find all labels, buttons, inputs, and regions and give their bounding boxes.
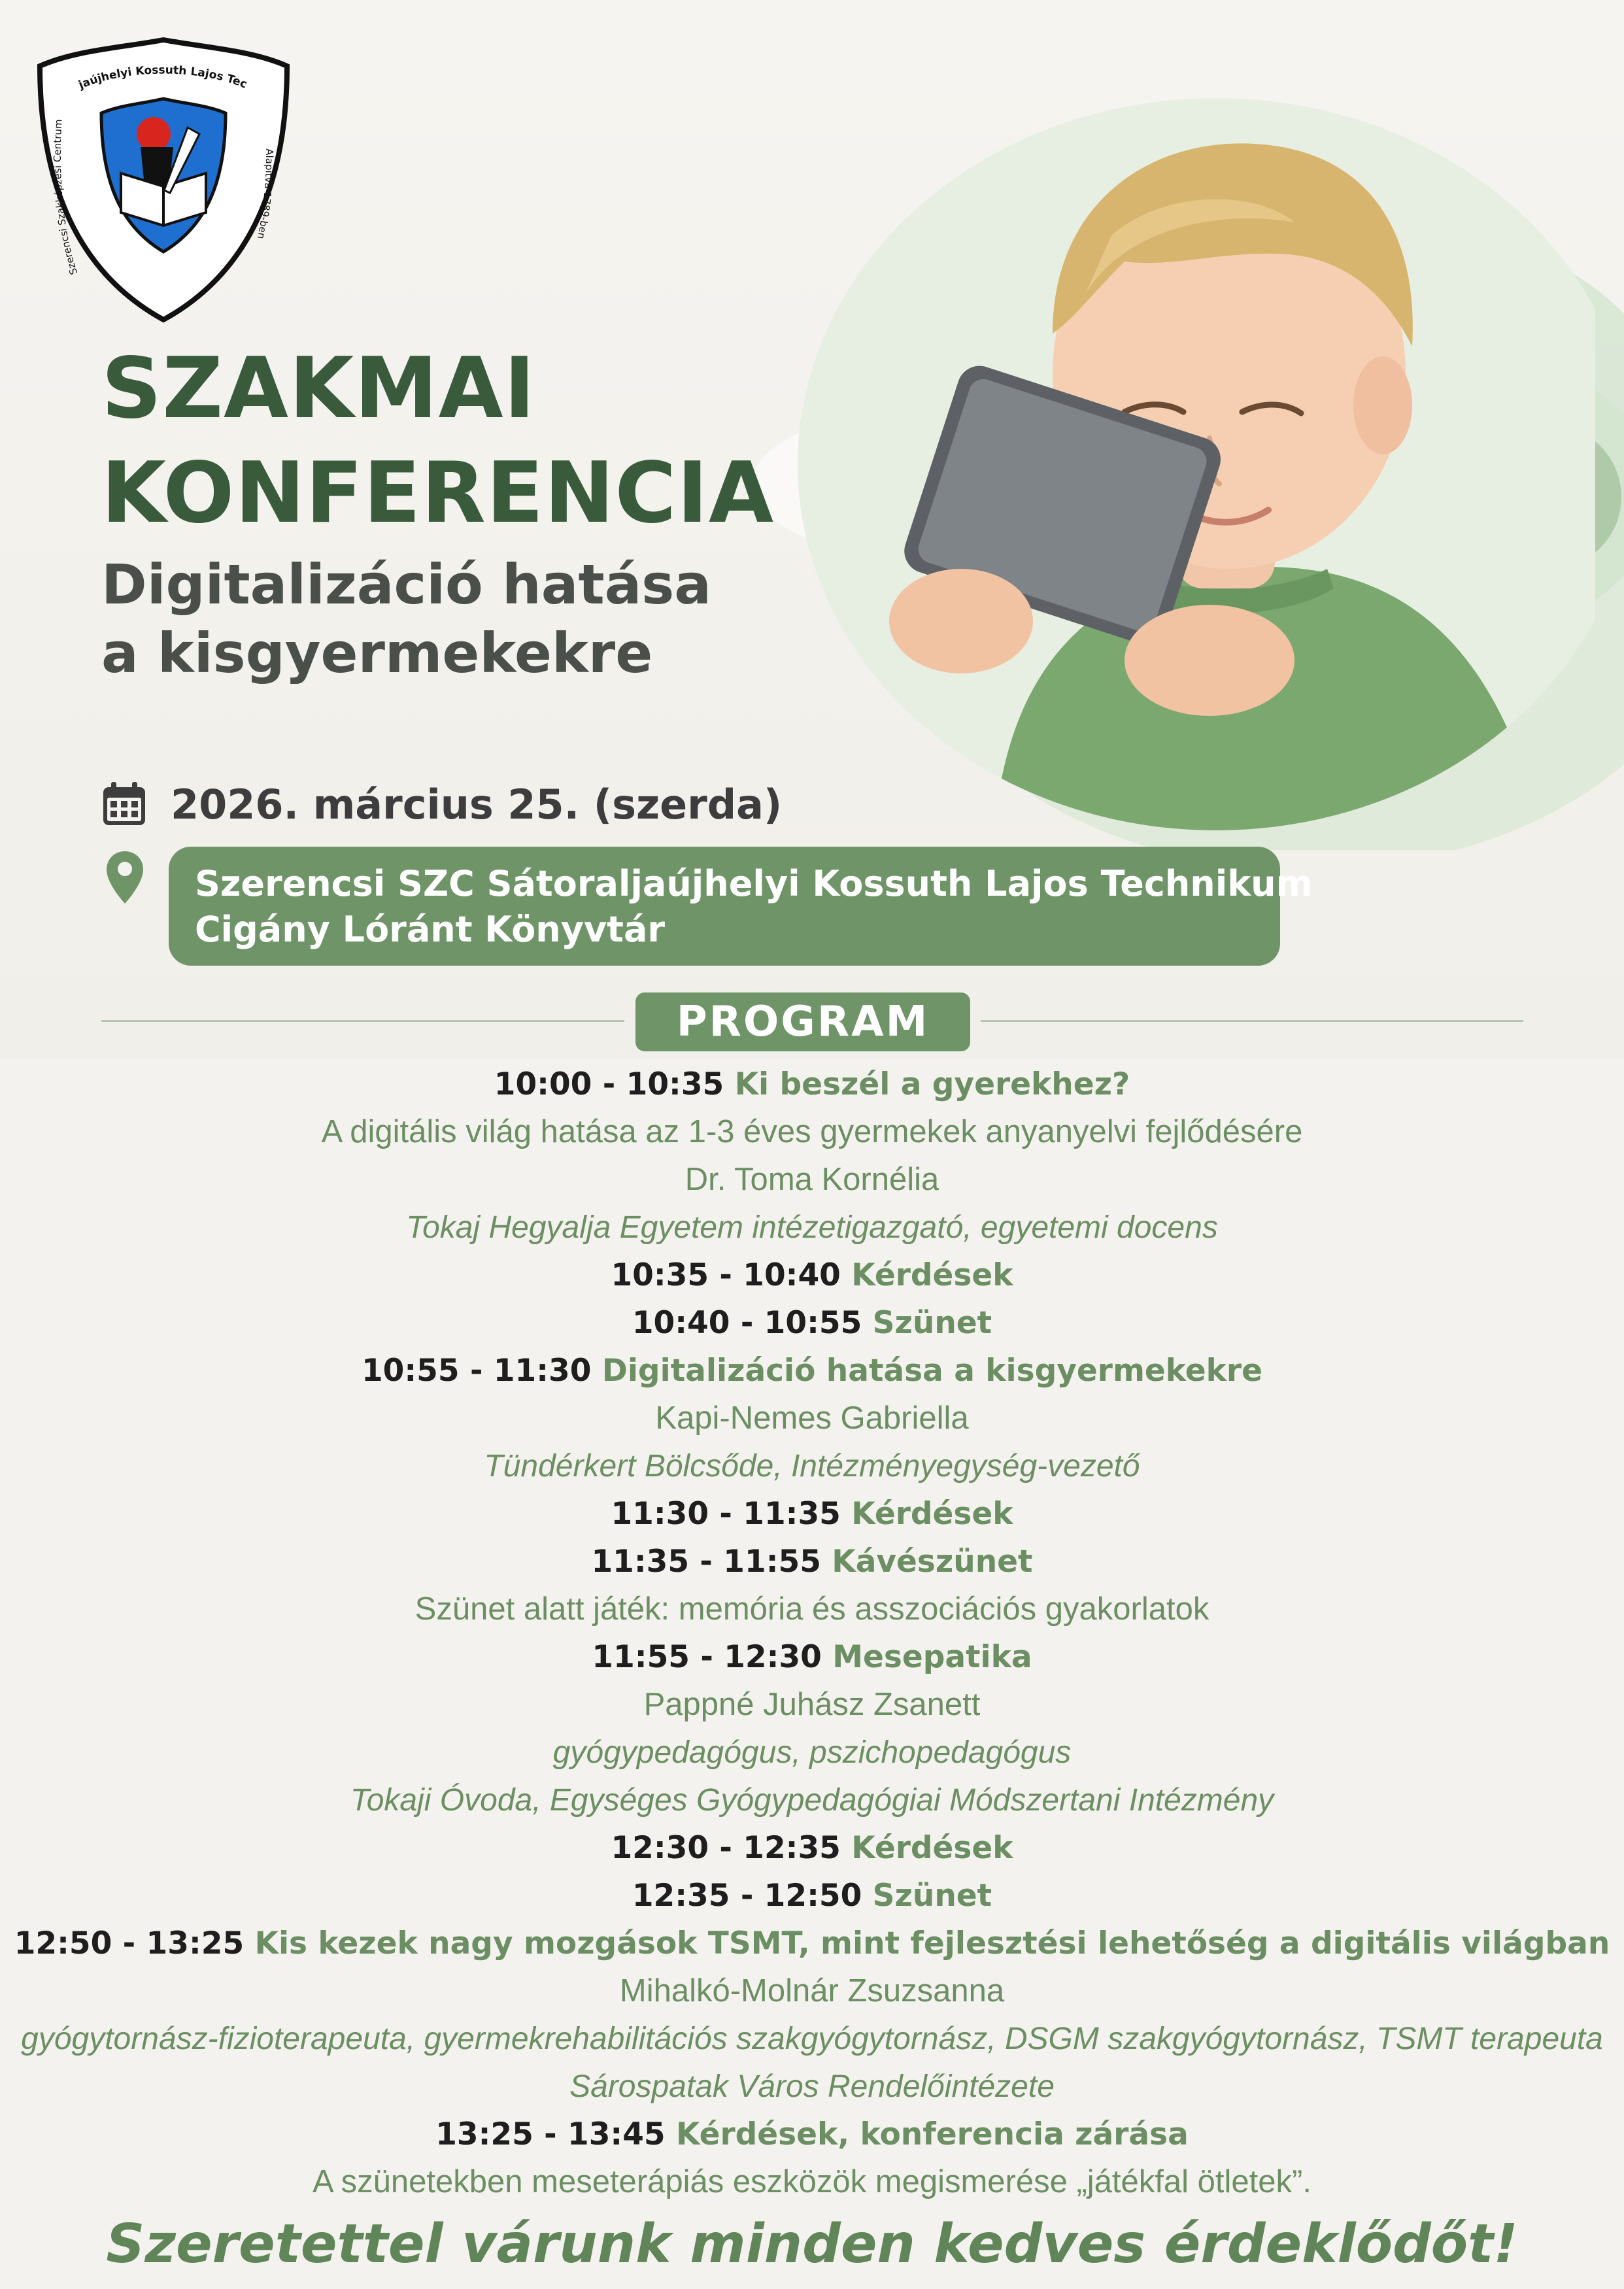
slot-topic: Kérdések, konferencia zárása: [676, 2116, 1189, 2152]
program-role-line: gyógytornász-fizioterapeuta, gyermekrehabilitációs szakgyógytornász, DSGM szakgyógytornász, TSMT terapeuta: [21, 2022, 1603, 2056]
logo-right-text: Alapítva 1789-ben: [254, 148, 276, 241]
subtitle-line-2: a kisgyermekekre: [101, 621, 653, 685]
slot-topic: Kérdések: [851, 1257, 1013, 1293]
program-slot: [0, 1251, 1624, 1299]
program-slot: [0, 1633, 1624, 1681]
slot-topic: Kis kezek nagy mozgások TSMT, mint fejlesztési lehetőség a digitális világban: [254, 1925, 1610, 1961]
closing-message: Szeretettel várunk minden kedves érdeklődőt!: [106, 2213, 1518, 2275]
slot-time: 11:35 - 11:55: [591, 1544, 821, 1580]
program-role-line: Sárospatak Város Rendelőintézete: [569, 2069, 1055, 2104]
slot-topic: Szünet: [872, 1878, 992, 1914]
title-line-1: SZAKMAI: [101, 340, 536, 437]
slot-time: 11:30 - 11:35: [611, 1496, 841, 1532]
slot-time: 10:40 - 10:55: [632, 1305, 862, 1341]
program-person-line: Pappné Juhász Zsanett: [643, 1687, 981, 1722]
slot-time: 12:50 - 13:25: [14, 1925, 245, 1961]
subtitle-line-1: Digitalizáció hatása: [101, 552, 711, 617]
program-person-line: Kapi-Nemes Gabriella: [655, 1400, 969, 1436]
school-logo: [36, 36, 291, 324]
program-slot: [0, 2111, 1624, 2158]
slot-time: 12:35 - 12:50: [632, 1878, 862, 1914]
event-date-row: [101, 775, 782, 834]
program-role-line: gyógypedagógus, pszichopedagógus: [552, 1735, 1072, 1770]
location-line-2: Cigány Lóránt Könyvtár: [195, 909, 666, 950]
slot-topic: Ki beszél a gyerekhez?: [734, 1066, 1130, 1102]
slot-time: 11:55 - 12:30: [592, 1639, 822, 1675]
program-person-line: Dr. Toma Kornélia: [685, 1162, 939, 1197]
slot-topic: Digitalizáció hatása a kisgyermekekre: [601, 1353, 1262, 1389]
program-slot: [0, 1347, 1624, 1395]
program-heading: [635, 992, 970, 1051]
program-person-line: Mihalkó-Molnár Zsuzsanna: [619, 1973, 1005, 2009]
child-with-tablet-image: [758, 98, 1595, 837]
slot-time: 12:30 - 12:35: [611, 1830, 841, 1866]
program-role-line: Tokaj Hegyalja Egyetem intézetigazgató, egyetemi docens: [406, 1210, 1218, 1245]
slot-topic: Kérdések: [851, 1496, 1013, 1532]
program-slot: [0, 1920, 1624, 1967]
title-line-2: KONFERENCIA: [101, 445, 774, 542]
program-divider-right: [981, 1020, 1523, 1022]
slot-time: 10:55 - 11:30: [361, 1353, 592, 1389]
slot-topic: Mesepatika: [832, 1639, 1032, 1675]
slot-time: 13:25 - 13:45: [435, 2116, 666, 2152]
program-desc-line: A szünetekben meseterápiás eszközök megismerése „játékfal ötletek”.: [313, 2164, 1311, 2199]
program-desc-line: A digitális világ hatása az 1-3 éves gyermekek anyanyelvi fejlődésére: [321, 1114, 1303, 1149]
location-line-1: Szerencsi SZC Sátoraljaújhelyi Kossuth Lajos Technikum: [195, 863, 1313, 904]
program-heading-label: PROGRAM: [676, 998, 930, 1046]
program-role-line: Tündérkert Bölcsőde, Intézményegység-vezető: [484, 1449, 1140, 1484]
program-desc-line: Szünet alatt játék: memória és asszociációs gyakorlatok: [414, 1591, 1210, 1627]
location-pin-icon: [105, 850, 145, 905]
program-slot: [0, 1299, 1624, 1347]
calendar-icon: [101, 781, 147, 827]
event-location-box: [169, 847, 1313, 966]
slot-topic: Kávészünet: [832, 1544, 1033, 1580]
poster-header: [0, 0, 1624, 1059]
slot-topic: Kérdések: [851, 1830, 1013, 1866]
logo-left-text: Szerencsi Szakképzési Centrum: [51, 118, 80, 277]
program-list: [0, 1060, 1624, 2206]
event-date: 2026. március 25. (szerda): [171, 780, 783, 828]
program-slot: [0, 1060, 1624, 1108]
program-divider-left: [101, 1020, 624, 1022]
slot-topic: Szünet: [872, 1305, 992, 1341]
slot-time: 10:35 - 10:40: [611, 1257, 841, 1293]
program-slot: [0, 1538, 1624, 1585]
program-slot: [0, 1490, 1624, 1538]
program-slot: [0, 1872, 1624, 1920]
program-slot: [0, 1824, 1624, 1872]
school-crest-icon: [36, 36, 291, 324]
slot-time: 10:00 - 10:35: [494, 1066, 724, 1102]
logo-top-text: jaújhelyi Kossuth Lajos Tec: [76, 63, 249, 92]
program-role-line: Tokaji Óvoda, Egységes Gyógypedagógiai Módszertani Intézmény: [350, 1783, 1274, 1818]
